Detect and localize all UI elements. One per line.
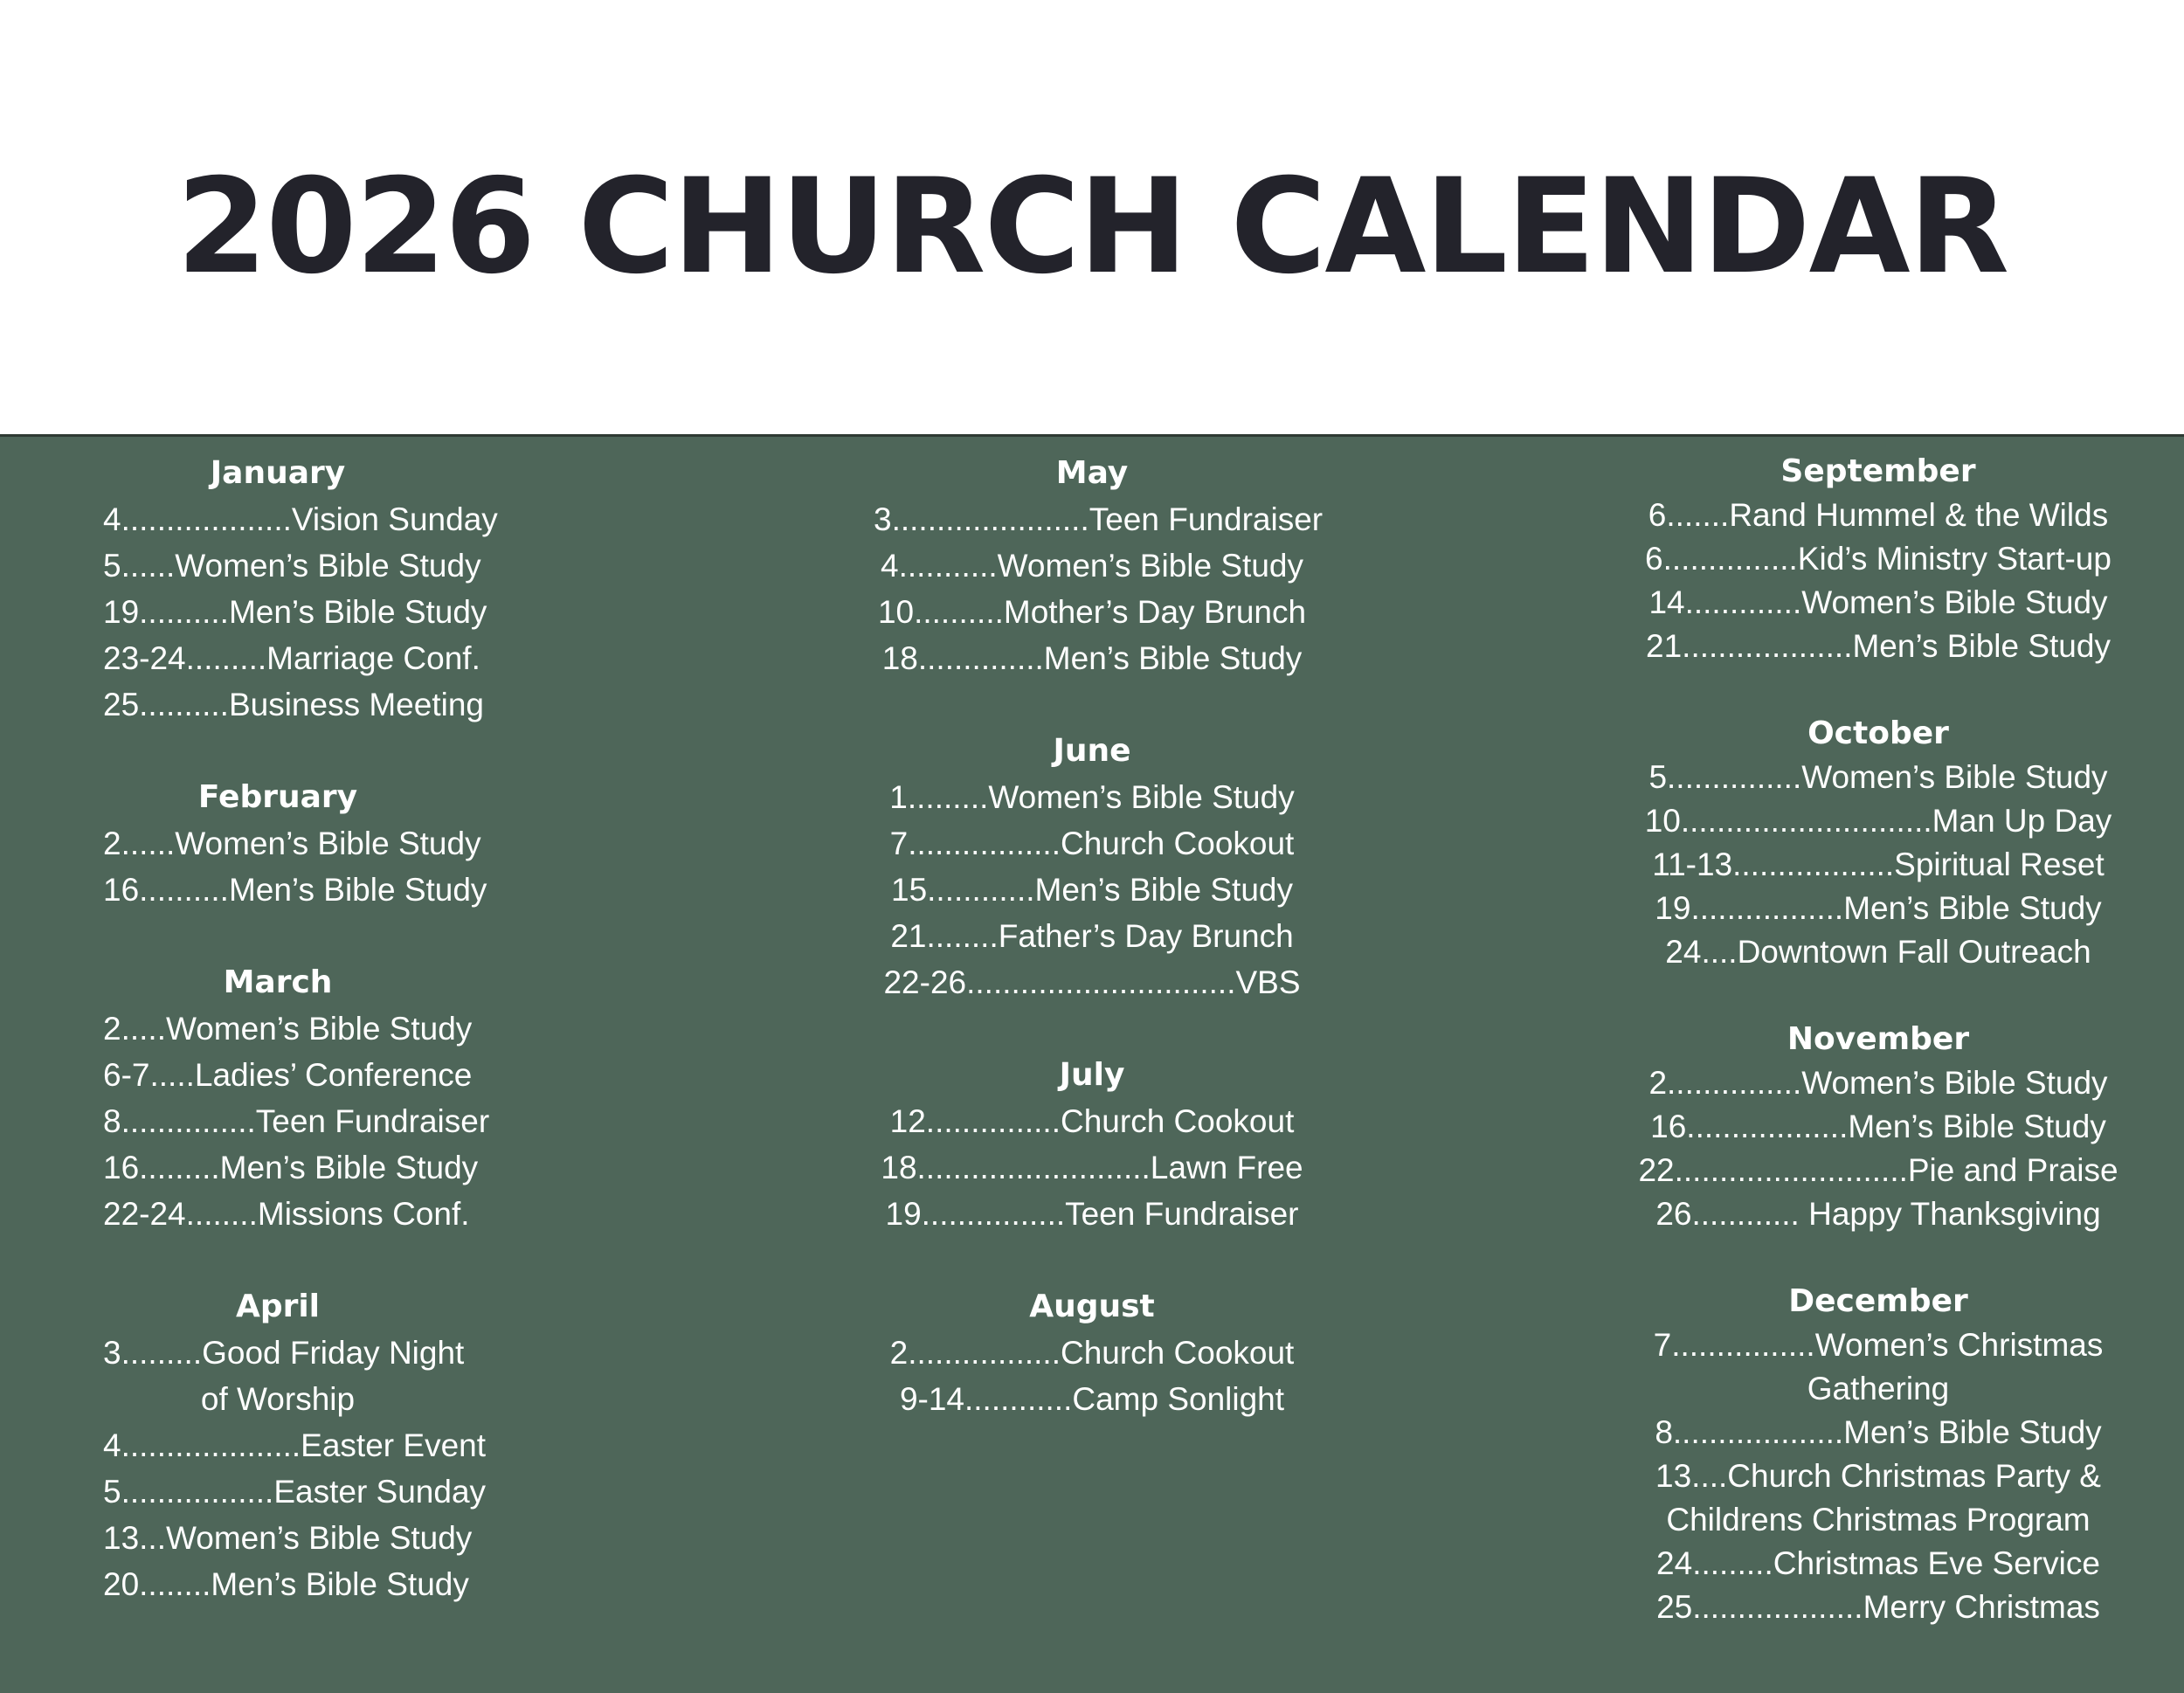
event-line: 1.........Women’s Bible Study	[889, 779, 1295, 815]
event-line: 2......Women’s Bible Study	[103, 826, 481, 861]
event-line: 6.......Rand Hummel & the Wilds	[1648, 497, 2109, 533]
event-line: 23-24.........Marriage Conf.	[103, 640, 480, 676]
column-middle	[874, 450, 1324, 1422]
month-spacer	[874, 681, 1310, 728]
event-line: Childrens Christmas Program	[1666, 1502, 2091, 1538]
event-line: 25...................Merry Christmas	[1656, 1589, 2100, 1625]
month-block-december	[1616, 1280, 2140, 1629]
event-line: 16..........Men’s Bible Study	[103, 872, 487, 908]
month-spacer	[103, 1237, 453, 1283]
event-line: 21...................Men’s Bible Study	[1646, 628, 2111, 664]
month-heading: June	[1053, 733, 1131, 769]
event-line: 7.................Church Cookout	[889, 826, 1295, 861]
month-block-november	[1616, 1018, 2140, 1236]
event-line: 19................Teen Fundraiser	[885, 1196, 1299, 1232]
event-line: 5......Women’s Bible Study	[103, 548, 481, 584]
event-line: 18..............Men’s Bible Study	[881, 640, 1303, 676]
month-spacer	[1616, 668, 2140, 712]
month-block-september	[1616, 450, 2140, 668]
month-spacer	[103, 913, 453, 959]
month-block-july	[874, 1052, 1310, 1237]
event-line: 4....................Easter Event	[103, 1427, 487, 1463]
event-line: 26............ Happy Thanksgiving	[1655, 1196, 2101, 1232]
month-block-march	[103, 959, 490, 1237]
month-block-august	[874, 1283, 1310, 1422]
event-line: 21........Father’s Day Brunch	[890, 918, 1294, 954]
month-block-january	[103, 450, 498, 728]
event-line: 20........Men’s Bible Study	[103, 1566, 469, 1602]
month-heading: October	[1807, 715, 1949, 751]
event-line: 5.................Easter Sunday	[103, 1474, 487, 1510]
column-left	[103, 450, 498, 1607]
event-line: 3......................Teen Fundraiser	[874, 501, 1324, 537]
event-line: 15............Men’s Bible Study	[891, 872, 1293, 908]
event-line: 4...................Vision Sunday	[103, 501, 498, 537]
event-line: 22-24........Missions Conf.	[103, 1196, 470, 1232]
header	[0, 0, 2184, 434]
event-line: 25..........Business Meeting	[103, 687, 484, 722]
event-line: 6...............Kid’s Ministry Start-up	[1645, 541, 2111, 577]
event-line: 12...............Church Cookout	[889, 1103, 1295, 1139]
month-spacer	[874, 1237, 1310, 1283]
event-line: 24.........Christmas Eve Service	[1656, 1545, 2100, 1581]
event-line: 19.................Men’s Bible Study	[1655, 890, 2102, 926]
page-title: 2026 CHURCH CALENDAR	[176, 151, 2008, 303]
event-line: 11-13..................Spiritual Reset	[1652, 846, 2105, 882]
month-spacer	[1616, 974, 2140, 1018]
event-line: 10..........Mother’s Day Brunch	[877, 594, 1307, 630]
event-line: 2.....Women’s Bible Study	[103, 1011, 473, 1047]
event-line: 9-14............Camp Sonlight	[899, 1381, 1285, 1417]
event-line: 2.................Church Cookout	[889, 1335, 1295, 1371]
month-spacer	[103, 728, 453, 774]
month-block-june	[874, 728, 1310, 1005]
event-line: of Worship	[200, 1381, 356, 1417]
month-heading: May	[1055, 455, 1129, 491]
column-right	[1616, 450, 2140, 1629]
event-line: 8...................Men’s Bible Study	[1655, 1414, 2102, 1450]
month-heading: February	[197, 779, 358, 815]
event-line: 13...Women’s Bible Study	[103, 1520, 473, 1556]
event-line: 14.............Women’s Bible Study	[1648, 584, 2108, 620]
month-heading: August	[1029, 1289, 1155, 1324]
calendar-panel	[0, 434, 2184, 1693]
event-line: 22-26..............................VBS	[883, 964, 1301, 1000]
event-line: 22..........................Pie and Praise	[1638, 1152, 2118, 1188]
month-block-may	[874, 450, 1324, 681]
month-spacer	[1616, 1236, 2140, 1280]
month-spacer	[874, 1005, 1310, 1052]
month-heading: March	[223, 964, 333, 1000]
event-line: 24....Downtown Fall Outreach	[1665, 934, 2091, 970]
event-line: 4...........Women’s Bible Study	[881, 548, 1303, 584]
month-heading: January	[210, 455, 346, 491]
month-heading: November	[1787, 1021, 1970, 1057]
month-heading: December	[1788, 1283, 1968, 1319]
event-line: 10............................Man Up Day	[1644, 803, 2112, 839]
month-heading: September	[1780, 453, 1976, 489]
month-block-february	[103, 774, 487, 913]
month-heading: July	[1059, 1057, 1125, 1093]
event-line: 5...............Women’s Bible Study	[1648, 759, 2108, 795]
event-line: 18..........................Lawn Free	[881, 1150, 1303, 1185]
event-line: 6-7.....Ladies’ Conference	[103, 1057, 473, 1093]
event-line: 19..........Men’s Bible Study	[103, 594, 487, 630]
month-block-april	[103, 1283, 487, 1607]
event-line: Gathering	[1807, 1371, 1950, 1406]
event-line: 2...............Women’s Bible Study	[1648, 1065, 2108, 1101]
event-line: 13....Church Christmas Party &	[1655, 1458, 2101, 1494]
event-line: 3.........Good Friday Night	[103, 1335, 465, 1371]
event-line: 16..................Men’s Bible Study	[1650, 1109, 2106, 1144]
event-line: 16.........Men’s Bible Study	[103, 1150, 479, 1185]
event-line: 7................Women’s Christmas	[1653, 1327, 2104, 1363]
event-line: 8...............Teen Fundraiser	[103, 1103, 490, 1139]
month-heading: April	[235, 1289, 321, 1324]
month-block-october	[1616, 712, 2140, 974]
